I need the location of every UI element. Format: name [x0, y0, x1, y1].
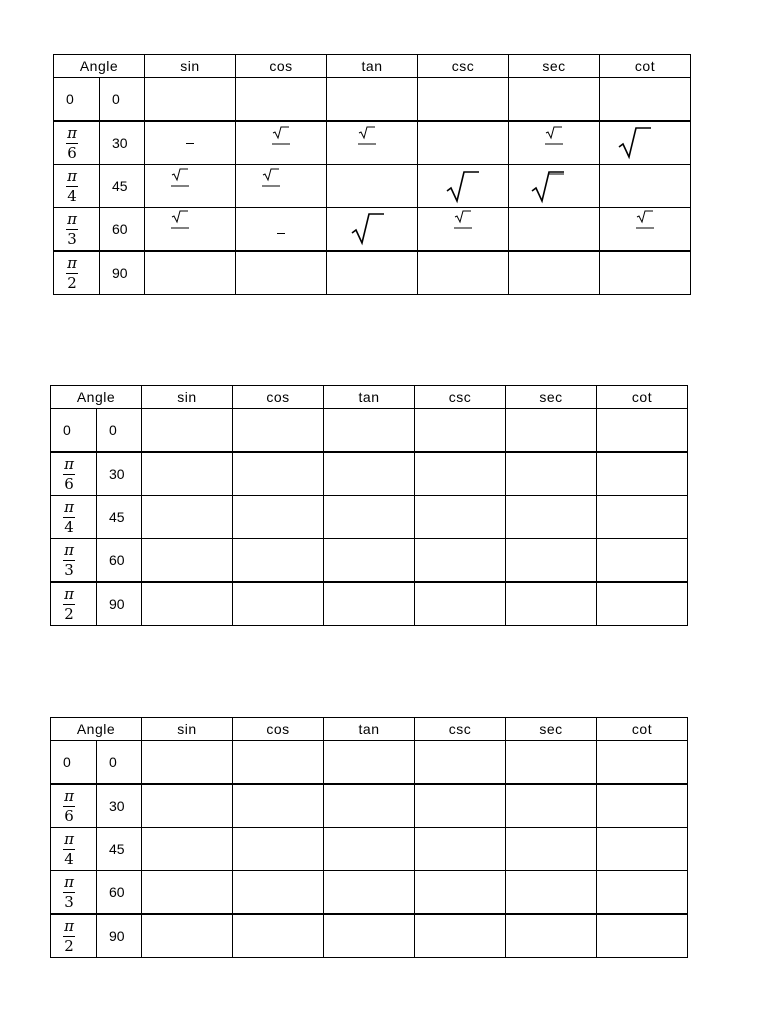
row-60: [54, 208, 691, 252]
header-cos: cos: [233, 718, 324, 741]
radian-denominator: 3: [64, 561, 74, 579]
sin-cell: [142, 741, 233, 785]
sqrt-fraction-placeholder-icon: [545, 126, 563, 146]
tan-cell: [324, 828, 415, 871]
row-90: [54, 251, 691, 295]
header-tan: tan: [324, 718, 415, 741]
tan-cell: [324, 582, 415, 626]
degree-cell: 90: [97, 914, 142, 958]
sqrt-placeholder-icon: [446, 169, 480, 207]
radian-fraction: [66, 256, 78, 291]
radian-numerator: π: [67, 167, 77, 185]
degree-cell: 60: [100, 208, 145, 252]
row-30: [54, 121, 691, 165]
csc-cell: [415, 409, 506, 453]
row-0: [54, 78, 691, 122]
cos-cell: [233, 914, 324, 958]
cot-cell: [597, 784, 688, 828]
row-30: [51, 452, 688, 496]
header-angle: Angle: [54, 55, 145, 78]
radian-cell: [54, 121, 100, 165]
radian-denominator: 3: [64, 893, 74, 911]
tan-cell: [324, 914, 415, 958]
csc-cell: [415, 539, 506, 583]
sec-cell: [509, 251, 600, 295]
csc-cell: [415, 784, 506, 828]
radian-cell: [51, 828, 97, 871]
sin-cell: [142, 539, 233, 583]
tan-cell: [327, 78, 418, 122]
cos-cell: [236, 165, 327, 208]
cos-cell: [233, 582, 324, 626]
sec-cell: [506, 496, 597, 539]
sin-cell: [142, 784, 233, 828]
tan-cell: [327, 251, 418, 295]
radian-numerator: π: [67, 254, 77, 272]
csc-cell: [415, 914, 506, 958]
cos-cell: [236, 78, 327, 122]
header-tan: tan: [324, 386, 415, 409]
radian-cell: 0: [54, 78, 100, 122]
radian-fraction: [63, 500, 75, 535]
sec-cell: [509, 121, 600, 165]
radian-denominator: 6: [64, 475, 74, 493]
header-cot: cot: [597, 718, 688, 741]
cos-cell: [233, 409, 324, 453]
header-sec: sec: [506, 718, 597, 741]
radian-cell: [54, 251, 100, 295]
cos-cell: [233, 741, 324, 785]
radian-denominator: 6: [64, 807, 74, 825]
cot-cell: [597, 452, 688, 496]
header-angle: Angle: [51, 718, 142, 741]
radian-numerator: π: [64, 498, 74, 516]
header-cos: cos: [233, 386, 324, 409]
radian-numerator: π: [64, 873, 74, 891]
header-sec: sec: [509, 55, 600, 78]
radian-cell: [54, 165, 100, 208]
radian-fraction: [66, 126, 78, 161]
degree-cell: 0: [97, 409, 142, 453]
header-cot: cot: [600, 55, 691, 78]
row-45: [51, 496, 688, 539]
sec-cell: [509, 208, 600, 252]
radian-fraction: [63, 789, 75, 824]
row-90: [51, 582, 688, 626]
trig-table-2: [50, 385, 688, 626]
header-row: [54, 55, 691, 78]
sqrt-fraction-placeholder-icon: [454, 210, 472, 230]
fraction-bar-placeholder-icon: [277, 233, 285, 234]
radian-fraction: [63, 587, 75, 622]
csc-cell: [418, 121, 509, 165]
row-45: [51, 828, 688, 871]
sec-cell: [506, 741, 597, 785]
radian-cell: [51, 914, 97, 958]
header-tan: tan: [327, 55, 418, 78]
cos-cell: [233, 452, 324, 496]
header-csc: csc: [415, 718, 506, 741]
sin-cell: [145, 121, 236, 165]
radian-denominator: 4: [64, 518, 74, 536]
header-sin: sin: [142, 386, 233, 409]
csc-cell: [418, 208, 509, 252]
degree-cell: 90: [100, 251, 145, 295]
sqrt-fraction-placeholder-icon: [636, 210, 654, 230]
degree-cell: 45: [100, 165, 145, 208]
tan-cell: [327, 208, 418, 252]
cot-cell: [597, 871, 688, 915]
cot-cell: [597, 496, 688, 539]
row-30: [51, 784, 688, 828]
degree-cell: 30: [97, 784, 142, 828]
sec-cell: [506, 828, 597, 871]
row-60: [51, 539, 688, 583]
radian-denominator: 6: [67, 144, 77, 162]
header-row: [51, 386, 688, 409]
sqrt-fraction-placeholder-icon: [262, 168, 280, 188]
tan-cell: [324, 452, 415, 496]
sin-cell: [142, 871, 233, 915]
cos-cell: [236, 251, 327, 295]
tan-cell: [327, 121, 418, 165]
radian-denominator: 2: [67, 274, 77, 292]
sin-cell: [142, 828, 233, 871]
radian-denominator: 4: [64, 850, 74, 868]
sec-cell: [506, 582, 597, 626]
sec-cell: [506, 409, 597, 453]
radian-cell: [51, 784, 97, 828]
csc-cell: [418, 165, 509, 208]
cos-cell: [236, 121, 327, 165]
radian-fraction: [66, 169, 78, 204]
sec-cell: [509, 78, 600, 122]
degree-cell: 0: [97, 741, 142, 785]
cos-cell: [233, 539, 324, 583]
cot-cell: [597, 582, 688, 626]
sec-cell: [506, 539, 597, 583]
radian-cell: [54, 208, 100, 252]
sin-cell: [145, 208, 236, 252]
cot-cell: [600, 208, 691, 252]
header-sec: sec: [506, 386, 597, 409]
tan-cell: [324, 409, 415, 453]
header-sin: sin: [142, 718, 233, 741]
radian-cell: [51, 452, 97, 496]
radian-denominator: 2: [64, 937, 74, 955]
csc-cell: [415, 496, 506, 539]
fraction-bar-placeholder-icon: [186, 143, 194, 144]
degree-cell: 45: [97, 828, 142, 871]
sec-cell: [506, 871, 597, 915]
degree-cell: 90: [97, 582, 142, 626]
cot-cell: [597, 741, 688, 785]
cot-cell: [597, 828, 688, 871]
sin-cell: [145, 165, 236, 208]
radian-fraction: [63, 832, 75, 867]
row-0: [51, 409, 688, 453]
degree-cell: 0: [100, 78, 145, 122]
tan-cell: [324, 871, 415, 915]
tan-cell: [324, 539, 415, 583]
csc-cell: [418, 78, 509, 122]
radian-cell: [51, 582, 97, 626]
csc-cell: [415, 828, 506, 871]
sqrt-fraction-placeholder-icon: [171, 168, 189, 188]
cos-cell: [233, 871, 324, 915]
row-0: [51, 741, 688, 785]
sqrt-fraction-placeholder-icon: [272, 126, 290, 146]
sec-cell: [506, 914, 597, 958]
sqrt-placeholder-icon: [618, 125, 652, 163]
radian-fraction: [63, 919, 75, 954]
cot-cell: [597, 409, 688, 453]
radian-denominator: 4: [67, 187, 77, 205]
cot-cell: [600, 251, 691, 295]
radian-numerator: π: [67, 124, 77, 142]
degree-cell: 30: [97, 452, 142, 496]
sec-cell: [506, 784, 597, 828]
sin-cell: [142, 452, 233, 496]
row-90: [51, 914, 688, 958]
sqrt-fraction-placeholder-icon: [171, 210, 189, 230]
radian-numerator: π: [67, 210, 77, 228]
trig-table-3: [50, 717, 688, 958]
header-cos: cos: [236, 55, 327, 78]
csc-cell: [415, 452, 506, 496]
radian-cell: 0: [51, 741, 97, 785]
sec-cell: [506, 452, 597, 496]
row-45: [54, 165, 691, 208]
cot-cell: [600, 165, 691, 208]
radian-denominator: 2: [64, 605, 74, 623]
radian-fraction: [63, 875, 75, 910]
tan-cell: [324, 784, 415, 828]
degree-cell: 60: [97, 871, 142, 915]
radian-cell: [51, 871, 97, 915]
header-csc: csc: [415, 386, 506, 409]
tan-cell: [324, 741, 415, 785]
tan-cell: [327, 165, 418, 208]
cot-cell: [597, 914, 688, 958]
header-sin: sin: [145, 55, 236, 78]
radian-cell: [51, 496, 97, 539]
radian-numerator: π: [64, 585, 74, 603]
radian-numerator: π: [64, 455, 74, 473]
radian-fraction: [66, 212, 78, 247]
radian-cell: [51, 539, 97, 583]
cot-cell: [600, 78, 691, 122]
sqrt-placeholder-icon: [351, 211, 385, 249]
degree-cell: 30: [100, 121, 145, 165]
sin-cell: [142, 496, 233, 539]
tan-cell: [324, 496, 415, 539]
cos-cell: [233, 828, 324, 871]
sec-cell: [509, 165, 600, 208]
csc-cell: [418, 251, 509, 295]
header-angle: Angle: [51, 386, 142, 409]
radian-fraction: [63, 543, 75, 578]
csc-cell: [415, 871, 506, 915]
radian-numerator: π: [64, 541, 74, 559]
sin-cell: [145, 251, 236, 295]
sin-cell: [142, 409, 233, 453]
cot-cell: [597, 539, 688, 583]
radian-numerator: π: [64, 830, 74, 848]
cos-cell: [233, 784, 324, 828]
csc-cell: [415, 741, 506, 785]
cos-cell: [236, 208, 327, 252]
cos-cell: [233, 496, 324, 539]
trig-table-1: [53, 54, 691, 295]
radian-denominator: 3: [67, 230, 77, 248]
radian-cell: 0: [51, 409, 97, 453]
radian-numerator: π: [64, 787, 74, 805]
sqrt-placeholder-icon: [531, 169, 565, 207]
header-csc: csc: [418, 55, 509, 78]
header-row: [51, 718, 688, 741]
radian-fraction: [63, 457, 75, 492]
row-60: [51, 871, 688, 915]
sqrt-fraction-placeholder-icon: [358, 126, 376, 146]
radian-numerator: π: [64, 917, 74, 935]
cot-cell: [600, 121, 691, 165]
sin-cell: [142, 914, 233, 958]
sin-cell: [145, 78, 236, 122]
degree-cell: 60: [97, 539, 142, 583]
header-cot: cot: [597, 386, 688, 409]
csc-cell: [415, 582, 506, 626]
degree-cell: 45: [97, 496, 142, 539]
sin-cell: [142, 582, 233, 626]
